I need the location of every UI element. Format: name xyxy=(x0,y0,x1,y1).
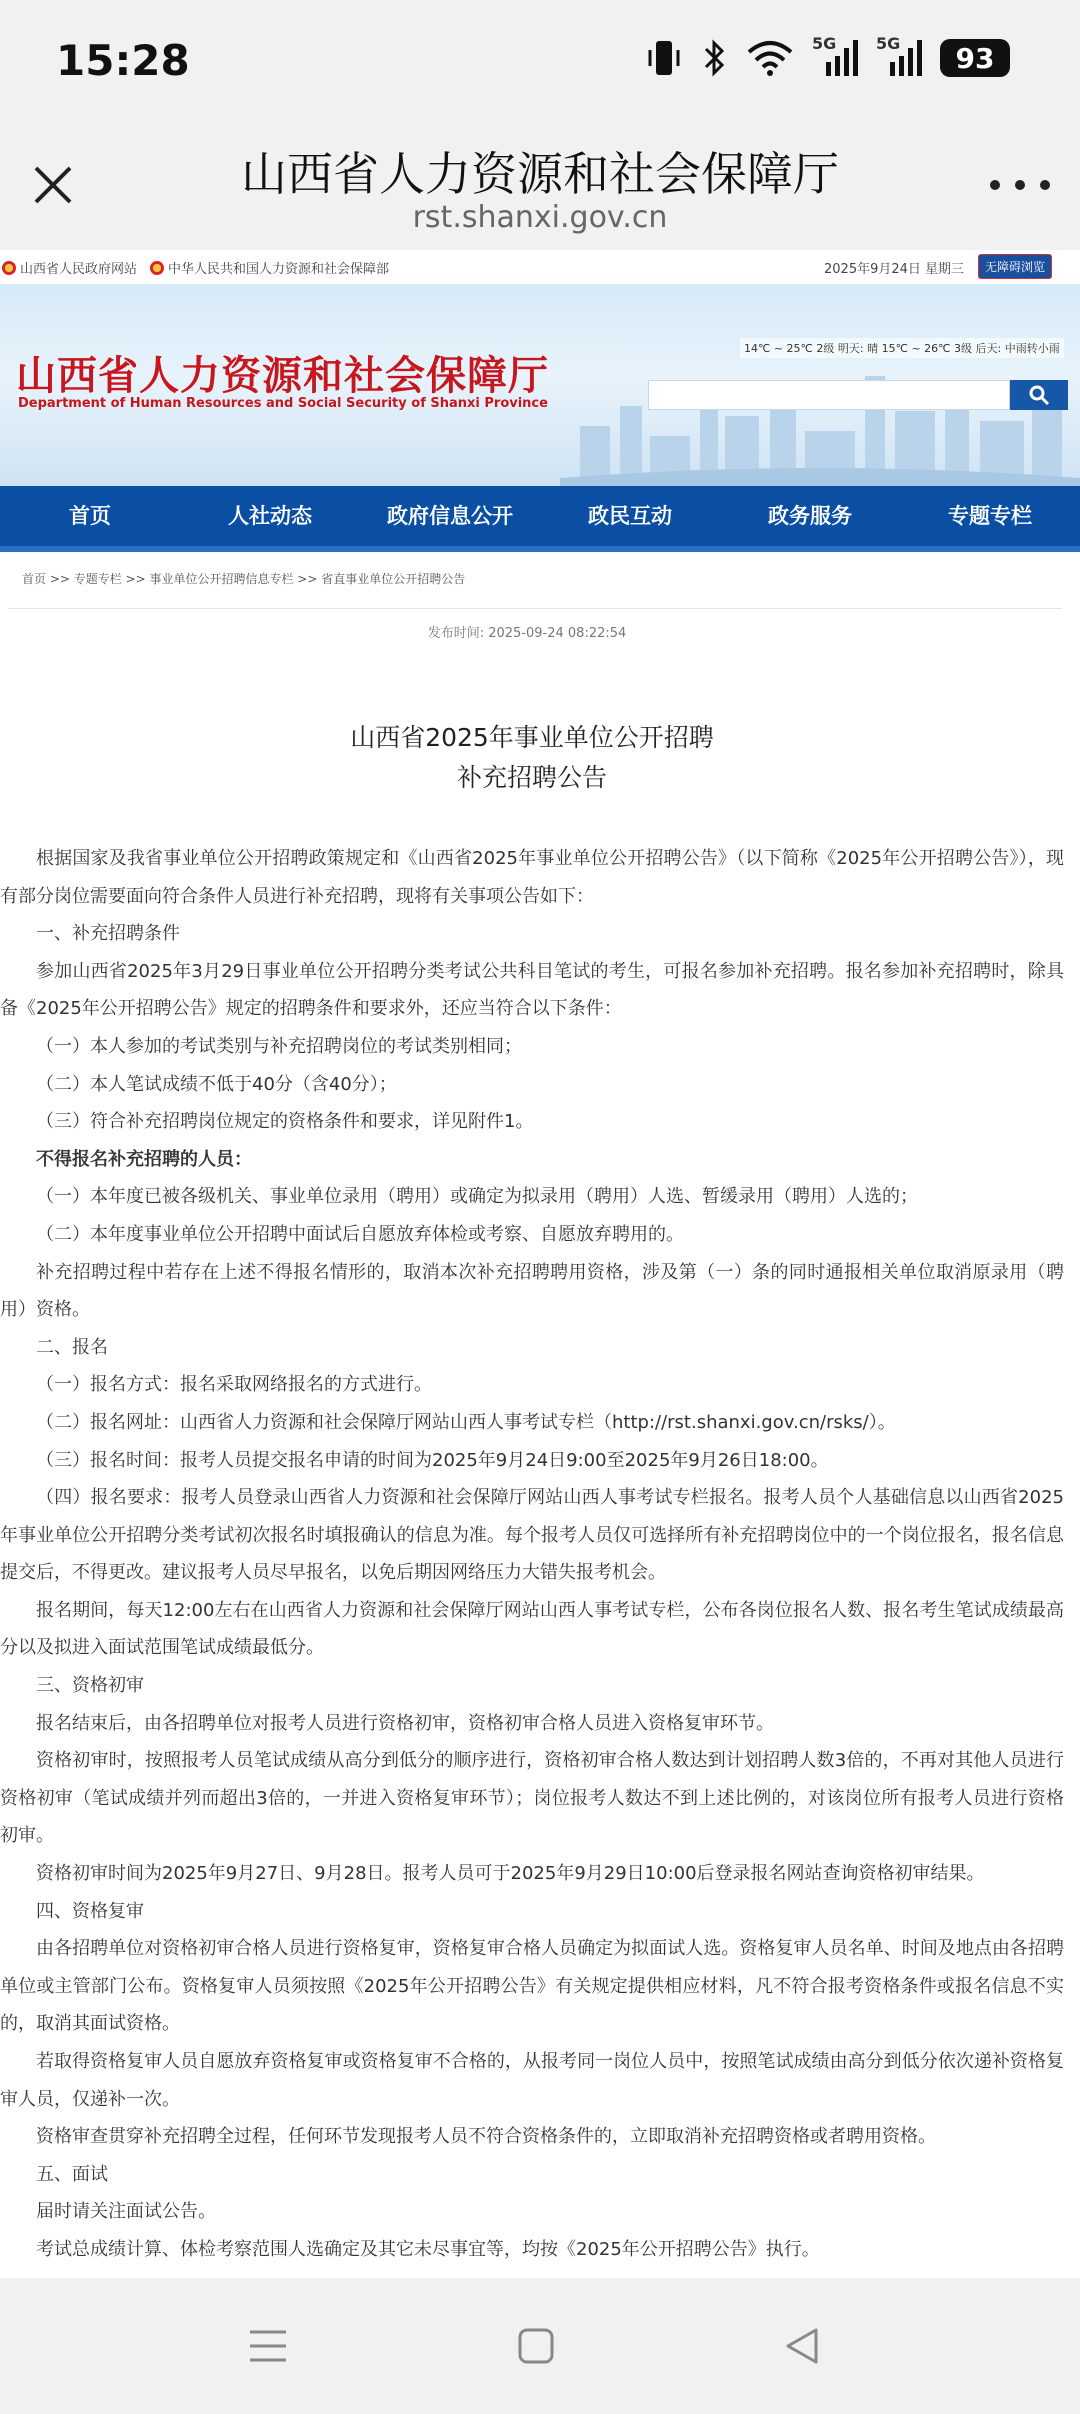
article-heading-line2: 补充招聘公告 xyxy=(456,763,607,792)
paragraph: 报名结束后，由各招聘单位对报考人员进行资格初审，资格初审合格人员进入资格复审环节。 xyxy=(36,1712,774,1734)
home-square-icon xyxy=(512,2322,560,2370)
nav-gov-info[interactable]: 政府信息公开 xyxy=(387,504,513,528)
more-options-button[interactable] xyxy=(990,170,1050,200)
site-banner xyxy=(0,284,1080,486)
list-item: （二）本人笔试成绩不低于40分（含40分）； xyxy=(36,1073,397,1095)
more-dot-icon xyxy=(1015,180,1025,190)
bluetooth-icon xyxy=(700,38,728,78)
list-item: （一）本人参加的考试类别与补充招聘岗位的考试类别相同； xyxy=(36,1035,522,1057)
paragraph: 报名期间，每天12:00左右在山西省人力资源和社会保障厅网站山西人事考试专栏，公布各岗位报名人数、报名考生笔试成绩最高分以及拟进入面试范围笔试成绩最低分。 xyxy=(0,1599,1064,1659)
main-nav xyxy=(0,486,1080,552)
site-top-strip xyxy=(0,250,1080,284)
signal-1-label: 5G xyxy=(812,34,837,53)
paragraph: 根据国家及我省事业单位公开招聘政策规定和《山西省2025年事业单位公开招聘公告》（以下简称《2025年公开招聘公告》），现有部分岗位需要面向符合条件人员进行补充招聘，现将有关事项公告如下： xyxy=(0,848,1064,907)
section-heading: 一、补充招聘条件 xyxy=(36,923,180,945)
section-heading: 二、报名 xyxy=(36,1336,108,1358)
battery-icon: 93 xyxy=(940,39,1010,77)
publish-time: 发布时间: 2025-09-24 08:22:54 xyxy=(427,626,627,641)
bold-subheading: 不得报名补充招聘的人员： xyxy=(36,1148,252,1170)
site-date: 2025年9月24日 星期三 xyxy=(824,262,965,277)
section-heading: 五、面试 xyxy=(36,2163,108,2185)
paragraph: 届时请关注面试公告。 xyxy=(36,2201,216,2223)
paragraph: 资格初审时间为2025年9月27日、9月28日。报考人员可于2025年9月29日10:00后登录报名网站查询资格初审结果。 xyxy=(36,1863,985,1885)
home-button[interactable] xyxy=(512,2322,560,2370)
list-item: （四）报名要求：报考人员登录山西省人力资源和社会保障厅网站山西人事考试专栏报名。报考人员个人基础信息以山西省2025年事业单位公开招聘分类考试初次报名时填报确认的信息为准。每个报考人员仅可选择所有补充招聘岗位中的一个岗位报名，报名信息提交后，不得更改。建议报考人员尽早报名，以免后期因网络压力大错失报考机会。 xyxy=(0,1487,1064,1584)
search-icon xyxy=(1028,384,1050,406)
accessibility-button[interactable]: 无障碍浏览 xyxy=(978,254,1052,279)
section-heading: 三、资格初审 xyxy=(36,1675,144,1697)
list-item: （三）符合补充招聘岗位规定的资格条件和要求，详见附件1。 xyxy=(36,1111,534,1133)
close-button[interactable] xyxy=(28,160,78,210)
list-item: （一）本年度已被各级机关、事业单位录用（聘用）或确定为拟录用（聘用）人选、暂缓录用（聘用）人选的； xyxy=(36,1186,918,1208)
status-icons xyxy=(646,34,1010,78)
emblem-icon xyxy=(150,261,164,275)
site-name-en: Department of Human Resources and Social Security of Shanxi Province xyxy=(18,396,548,411)
nav-services[interactable]: 政务服务 xyxy=(768,504,852,528)
list-item: （一）报名方式：报名采取网络报名的方式进行。 xyxy=(36,1374,432,1396)
nav-topics[interactable]: 专题专栏 xyxy=(948,504,1032,528)
paragraph: 资格初审时，按照报考人员笔试成绩从高分到低分的顺序进行，资格初审合格人数达到计划招聘人数3倍的，不再对其他人员进行资格初审（笔试成绩并列而超出3倍的，一并进入资格复审环节）；岗位报考人数达不到上述比例的，对该岗位所有报考人员进行资格初审。 xyxy=(0,1750,1064,1847)
nav-interaction[interactable]: 政民互动 xyxy=(588,504,672,528)
link-mohrss-label: 中华人民共和国人力资源和社会保障部 xyxy=(168,262,390,277)
status-time: 15:28 xyxy=(56,36,190,85)
recents-button[interactable] xyxy=(244,2322,292,2370)
section-heading: 四、资格复审 xyxy=(36,1900,144,1922)
back-triangle-icon xyxy=(778,2322,826,2370)
paragraph: 由各招聘单位对资格初审合格人员进行资格复审，资格复审合格人员确定为拟面试人选。资格复审人员名单、时间及地点由各招聘单位或主管部门公布。资格复审人员须按照《2025年公开招聘公告》有关规定提供相应材料，凡不符合报考资格条件或报名信息不实的，取消其面试资格。 xyxy=(0,1938,1064,2035)
breadcrumb[interactable]: 首页 >> 专题专栏 >> 事业单位公开招聘信息专栏 >> 省直事业单位公开招聘公告 xyxy=(22,572,466,586)
back-button[interactable] xyxy=(778,2322,826,2370)
nav-home[interactable]: 首页 xyxy=(69,504,111,528)
paragraph: 若取得资格复审人员自愿放弃资格复审或资格复审不合格的，从报考同一岗位人员中，按照笔试成绩由高分到低分依次递补资格复审人员，仅递补一次。 xyxy=(0,2051,1064,2110)
paragraph: 资格审查贯穿补充招聘全过程，任何环节发现报考人员不符合资格条件的，立即取消补充招聘资格或者聘用资格。 xyxy=(36,2126,936,2148)
menu-icon xyxy=(244,2322,292,2370)
page-url[interactable]: rst.shanxi.gov.cn xyxy=(412,200,668,235)
article-heading-line1: 山西省2025年事业单位公开招聘 xyxy=(350,723,714,752)
link-mohrss[interactable] xyxy=(150,258,389,277)
page-title: 山西省人力资源和社会保障厅 xyxy=(241,147,839,201)
browser-toolbar xyxy=(0,120,1080,250)
status-bar xyxy=(0,0,1080,120)
site-name-cn: 山西省人力资源和社会保障厅 xyxy=(16,353,549,399)
site-search-input[interactable] xyxy=(648,380,1010,410)
close-icon xyxy=(28,160,78,210)
article-heading xyxy=(0,718,1064,798)
emblem-icon xyxy=(2,261,16,275)
wifi-icon xyxy=(746,39,794,77)
paragraph: 参加山西省2025年3月29日事业单位公开招聘分类考试公共科目笔试的考生，可报名参加补充招聘。报名参加补充招聘时，除具备《2025年公开招聘公告》规定的招聘条件和要求外，还应当符合以下条件： xyxy=(0,960,1064,1020)
signal-1-icon xyxy=(812,34,858,76)
vibrate-icon xyxy=(646,38,682,78)
divider xyxy=(8,608,1062,609)
nav-news[interactable]: 人社动态 xyxy=(228,504,312,528)
list-item: （二）报名网址：山西省人力资源和社会保障厅网站山西人事考试专栏（http://rst.shanxi.gov.cn/rsks/）。 xyxy=(36,1411,896,1433)
article-body xyxy=(0,840,1064,2269)
list-item: （二）本年度事业单位公开招聘中面试后自愿放弃体检或考察、自愿放弃聘用的。 xyxy=(36,1223,684,1245)
paragraph: 补充招聘过程中若存在上述不得报名情形的，取消本次补充招聘聘用资格，涉及第（一）条的同时通报相关单位取消原录用（聘用）资格。 xyxy=(0,1261,1064,1321)
system-nav-bar xyxy=(0,2278,1080,2414)
site-search-button[interactable] xyxy=(1010,380,1068,410)
link-shanxi-gov-label: 山西省人民政府网站 xyxy=(20,262,138,277)
signal-2-icon xyxy=(876,34,922,76)
more-dot-icon xyxy=(990,180,1000,190)
more-dot-icon xyxy=(1040,180,1050,190)
weather-info: 14℃ ~ 25℃ 2级 明天: 晴 15℃ ~ 26℃ 3级 后天: 中雨转小雨 xyxy=(740,338,1064,358)
link-shanxi-gov[interactable] xyxy=(2,258,137,277)
list-item: （三）报名时间：报考人员提交报名申请的时间为2025年9月24日9:00至2025年9月26日18:00。 xyxy=(36,1449,829,1471)
paragraph: 考试总成绩计算、体检考察范围人选确定及其它未尽事宜等，均按《2025年公开招聘公告》执行。 xyxy=(36,2238,820,2260)
signal-2-label: 5G xyxy=(876,34,901,53)
